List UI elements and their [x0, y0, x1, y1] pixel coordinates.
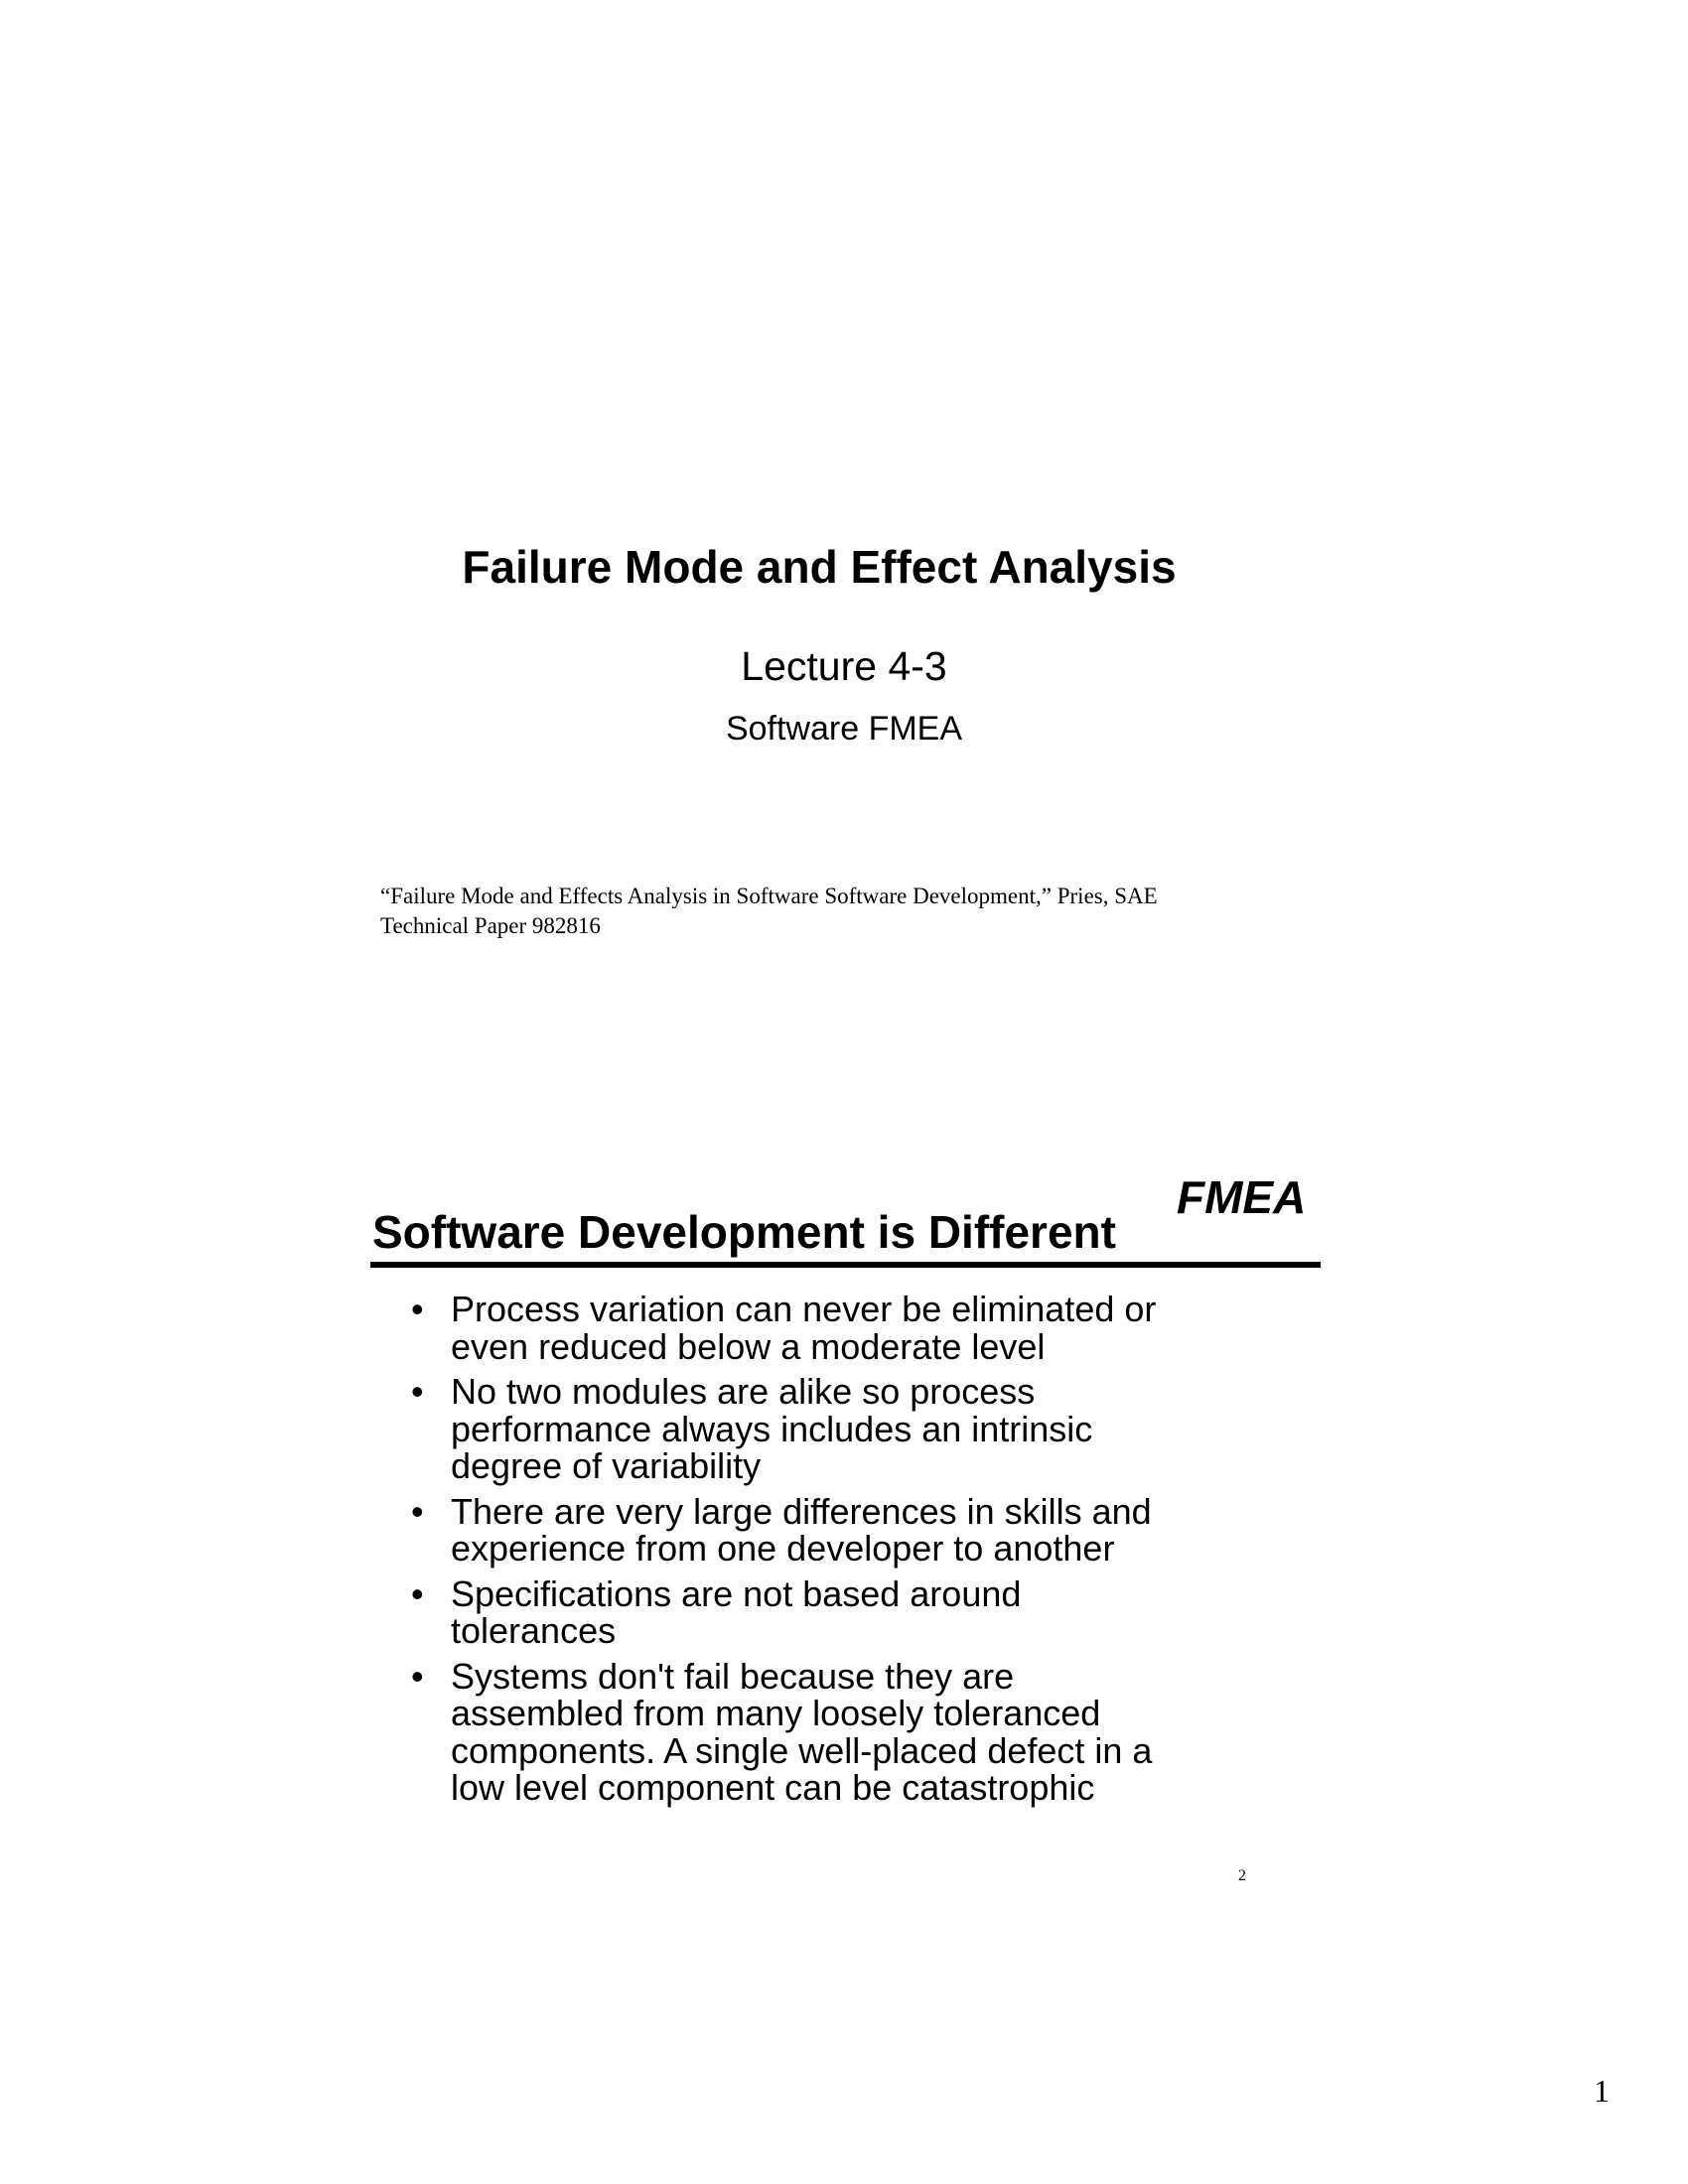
- bullet-item: [407, 1291, 1301, 1365]
- bullet-line: Specifications are not based around: [451, 1572, 1022, 1614]
- bullet-item: [407, 1655, 1301, 1808]
- bullet-line: low level component can be catastrophic: [451, 1767, 1095, 1808]
- bullet-line: No two modules are alike so process: [451, 1371, 1036, 1412]
- bullet-line: assembled from many loosely toleranced: [451, 1693, 1101, 1733]
- bullet-item: [407, 1490, 1301, 1569]
- bullet-line: There are very large differences in skills and: [451, 1490, 1152, 1532]
- bullet-line: performance always includes an intrinsic: [451, 1408, 1093, 1449]
- bullet-line: even reduced below a moderate level: [451, 1325, 1046, 1367]
- slide-subtitle-secondary: Software FMEA: [725, 710, 963, 748]
- bullet-line: degree of variability: [451, 1445, 762, 1486]
- bullet-line: tolerances: [451, 1610, 617, 1651]
- bullet-icon: •: [411, 1490, 424, 1532]
- page-number: 1: [1594, 2073, 1610, 2109]
- bullet-line: Process variation can never be eliminated or: [451, 1289, 1157, 1329]
- slide-corner-label: FMEA: [1177, 1171, 1307, 1223]
- slide-subtitle: Lecture 4-3: [741, 643, 947, 689]
- slide-title: Failure Mode and Effect Analysis: [462, 541, 1177, 593]
- bullet-icon: •: [411, 1371, 424, 1412]
- bullet-line: experience from one developer to another: [451, 1528, 1115, 1569]
- bullet-list: [407, 1291, 1301, 1815]
- reference-citation: [380, 882, 1254, 941]
- reference-line: “Failure Mode and Effects Analysis in Software Software Development,” Pries, SAE: [380, 884, 1158, 908]
- bullet-line: Systems don't fail because they are: [451, 1655, 1015, 1697]
- slide-title: Software Development is Different: [372, 1206, 1116, 1258]
- title-underline-rule: [370, 1262, 1321, 1268]
- slide-page-number: 2: [1238, 1867, 1246, 1884]
- bullet-line: components. A single well-placed defect in a: [451, 1729, 1153, 1771]
- bullet-icon: •: [411, 1289, 424, 1329]
- bullet-icon: •: [411, 1572, 424, 1614]
- bullet-item: [407, 1572, 1301, 1651]
- bullet-item: [407, 1373, 1301, 1485]
- bullet-icon: •: [411, 1655, 424, 1697]
- reference-line: Technical Paper 982816: [380, 913, 601, 938]
